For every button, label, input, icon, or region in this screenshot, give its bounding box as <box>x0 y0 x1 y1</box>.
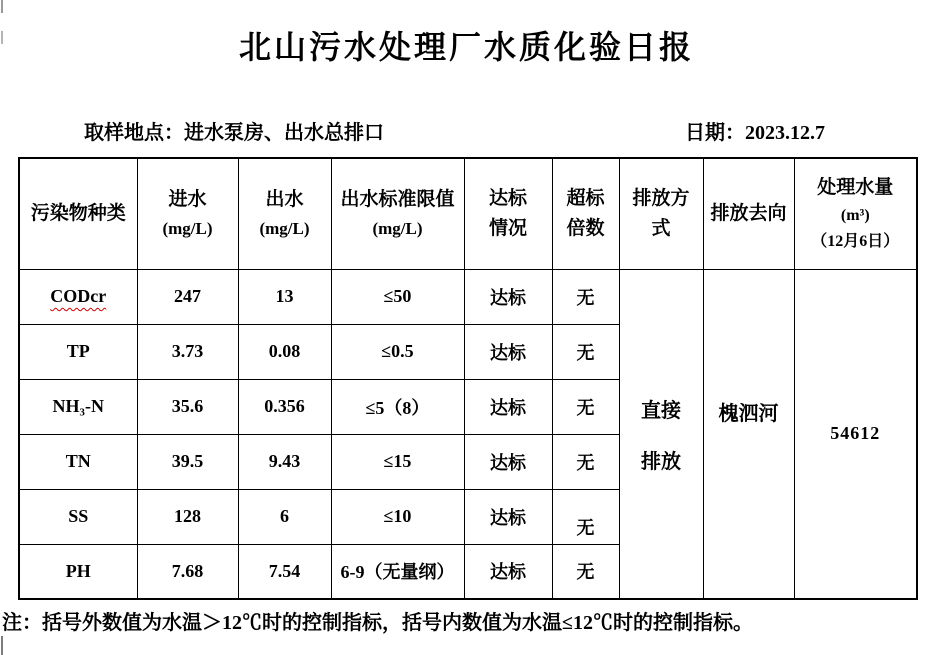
exceed-cell: 无 <box>552 324 619 379</box>
col-header-discharge-destination: 排放去向 <box>703 158 794 269</box>
exceed-cell: 无 <box>552 379 619 434</box>
pollutant-name-cell: PH <box>19 544 137 599</box>
treated-volume-cell: 54612 <box>794 269 917 599</box>
col-header-influent: 进水 (mg/L) <box>137 158 238 269</box>
effluent-value-cell: 7.54 <box>238 544 331 599</box>
influent-value-cell: 35.6 <box>137 379 238 434</box>
status-cell: 达标 <box>464 324 552 379</box>
effluent-value-cell: 9.43 <box>238 434 331 489</box>
limit-value-cell: ≤5（8） <box>331 379 464 434</box>
limit-value-cell: ≤0.5 <box>331 324 464 379</box>
exceed-cell: 无 <box>552 269 619 324</box>
exceed-cell: 无 <box>552 544 619 599</box>
pollutant-name-cell: TN <box>19 434 137 489</box>
sampling-location: 取样地点：进水泵房、出水总排口 <box>84 122 384 144</box>
influent-value-cell: 247 <box>137 269 238 324</box>
table-row-codcr <box>19 269 917 324</box>
page-edge-artifact <box>1 0 3 13</box>
exceed-cell: 无 <box>552 434 619 489</box>
col-header-discharge-method: 排放方 式 <box>619 158 703 269</box>
col-header-limit: 出水标准限值 (mg/L) <box>331 158 464 269</box>
discharge-method-line: 直接 <box>641 399 681 422</box>
limit-value-cell: ≤10 <box>331 489 464 544</box>
pollutant-name-cell: NH₃-N <box>19 379 137 434</box>
table-header-row <box>19 158 917 269</box>
influent-value-cell: 39.5 <box>137 434 238 489</box>
discharge-method-line: 排放 <box>641 450 681 473</box>
discharge-destination: 槐泗河 <box>718 403 779 426</box>
effluent-value-cell: 0.08 <box>238 324 331 379</box>
page-edge-artifact <box>1 636 3 655</box>
status-cell: 达标 <box>464 434 552 489</box>
pollutant-name-cell: SS <box>19 489 137 544</box>
discharge-method-cell <box>619 269 703 599</box>
limit-value-cell: ≤15 <box>331 434 464 489</box>
water-quality-table <box>18 157 918 600</box>
pollutant-name-cell: TP <box>19 324 137 379</box>
limit-value-cell: 6-9（无量纲） <box>331 544 464 599</box>
page-title: 北山污水处理厂水质化验日报 <box>238 29 694 65</box>
effluent-value-cell: 0.356 <box>238 379 331 434</box>
influent-value-cell: 7.68 <box>137 544 238 599</box>
status-cell: 达标 <box>464 489 552 544</box>
col-header-pollutant: 污染物种类 <box>19 158 137 269</box>
col-header-effluent: 出水 (mg/L) <box>238 158 331 269</box>
status-cell: 达标 <box>464 379 552 434</box>
effluent-value-cell: 13 <box>238 269 331 324</box>
influent-value-cell: 3.73 <box>137 324 238 379</box>
status-cell: 达标 <box>464 269 552 324</box>
status-cell: 达标 <box>464 544 552 599</box>
col-header-status: 达标 情况 <box>464 158 552 269</box>
col-header-treated-volume: 处理水量 (m³) （12月6日） <box>794 158 917 269</box>
discharge-destination-cell <box>703 269 794 599</box>
influent-value-cell: 128 <box>137 489 238 544</box>
pollutant-name: CODcr <box>50 286 107 306</box>
footnote: 注：括号外数值为水温＞12℃时的控制指标，括号内数值为水温≤12℃时的控制指标。 <box>2 612 753 634</box>
report-date: 日期：2023.12.7 <box>685 122 825 144</box>
effluent-value-cell: 6 <box>238 489 331 544</box>
limit-value-cell: ≤50 <box>331 269 464 324</box>
pollutant-name-cell <box>19 269 137 324</box>
col-header-exceed: 超标 倍数 <box>552 158 619 269</box>
exceed-cell: 无 <box>552 489 619 544</box>
